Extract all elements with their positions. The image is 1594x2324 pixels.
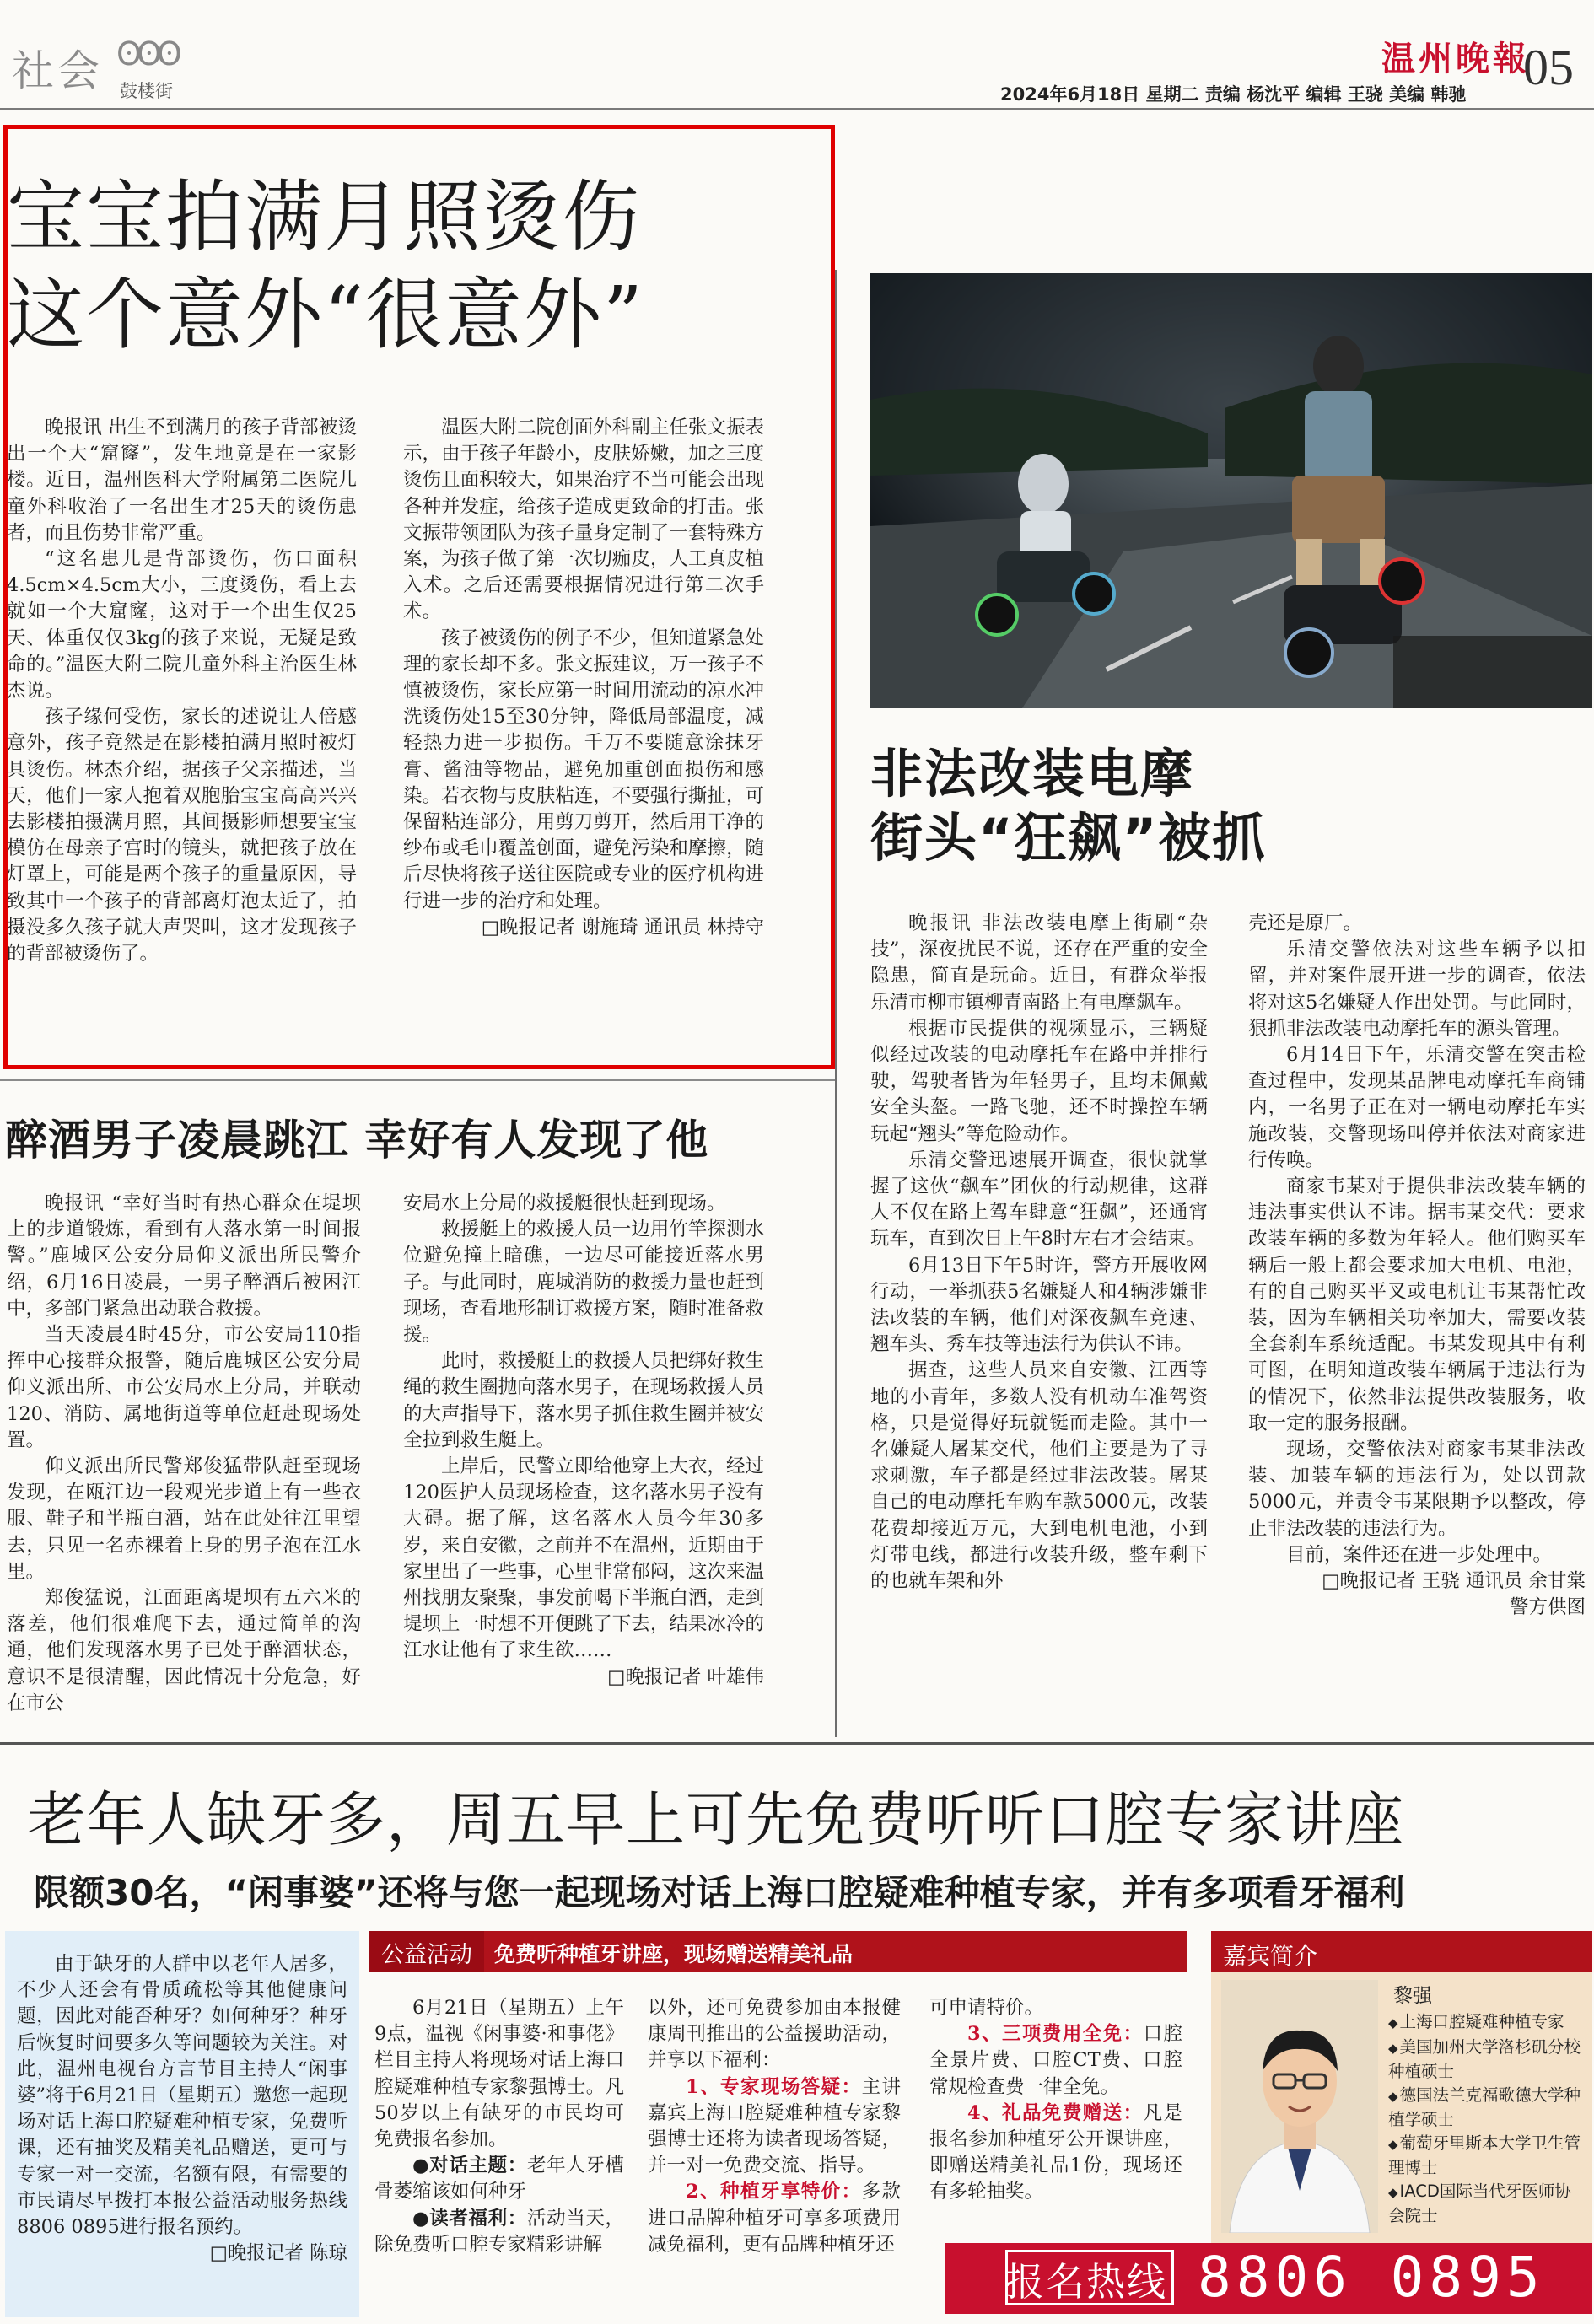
photo-credit: 警方供图 <box>1509 1596 1586 1619</box>
paragraph: 可申请特价。 <box>929 1997 1044 2019</box>
guest-title-item: ◆ 美国加州大学洛杉矶分校种植硕士 <box>1388 2036 1587 2084</box>
story1-column-1 <box>7 415 357 967</box>
story3-headline-line2: 街头“狂飙”被抓 <box>870 807 1267 869</box>
dateline: 2024年6月18日 星期二 责编 杨沈平 编辑 王骁 美编 韩驰 <box>1000 84 1467 105</box>
page-number: 05 <box>1523 40 1574 95</box>
page-header <box>0 0 1594 110</box>
benefit-item-label: 3、三项费用全免： <box>967 2023 1144 2046</box>
ad-intro-panel <box>5 1931 359 2317</box>
registration-hotline-banner[interactable] <box>945 2243 1592 2314</box>
benefit-item-text: 口腔全景片费、口腔CT费、口腔常规检查费一律全免。 <box>929 2023 1182 2098</box>
activity-column-3 <box>929 1995 1182 2206</box>
paragraph: 孩子缘何受伤，家长的述说让人倍感意外，孩子竟然是在影楼拍满月照时被灯具烫伤。林杰介绍，据孩子父亲描述，当天，他们一家人抱着双胞胎宝宝高高兴兴去影楼拍摄满月照，其间摄影师想要宝宝模仿在母亲子宫时的镜头，就把孩子放在灯罩上，可能是两个孩子的重量原因，导致其中一个孩子的背部离灯泡太近了，拍摄没多久孩子就大声哭叫，这才发现孩子的背部被烫伤了。 <box>7 706 357 966</box>
byline: □晚报记者 谢施琦 通讯员 林持守 <box>481 916 764 939</box>
paragraph: 壳还是原厂。 <box>1248 912 1363 934</box>
benefit-item <box>648 2179 901 2258</box>
night-street-illustration <box>870 273 1592 708</box>
column-divider <box>835 270 837 1737</box>
paragraph: 此时，救援艇上的救援人员把绑好救生绳的救生圈抛向落水男子，在现场救援人员的大声指导下，落水男子抓住救生圈并被安全拉到救生艇上。 <box>403 1350 764 1451</box>
paragraph: 据查，这些人员来自安徽、江西等地的小青年，多数人没有机动车准驾资格，只是觉得好玩就铤而走险。其中一名嫌疑人屠某交代，他们主要是为了寻求刺激，车子都是经过非法改装。屠某自己的电动摩托车购车款5000元，改装花费却接近万元，大到电机电池，小到灯带电线，都进行改装升级，整车剩下的也就车架和外 <box>870 1359 1208 1593</box>
paragraph: 6月14日下午，乐清交警在突击检查过程中，发现某品牌电动摩托车商铺内，一名男子正在对一辆电动摩托车实施改装，交警现场叫停并依法对商家进行传唤。 <box>1248 1044 1586 1171</box>
story3-headline[interactable] <box>870 742 1267 870</box>
header-divider <box>0 108 1594 110</box>
ad-subheadline: 限额30名，“闲事婆”还将与您一起现场对话上海口腔疑难种植专家，并有多项看牙福利 <box>34 1872 1405 1913</box>
paragraph: 6月13日下午5时许，警方开展收网行动，一举抓获5名嫌疑人和4辆涉嫌非法改装的车辆，他们对深夜飙车竞速、翘车头、秀车技等违法行为供认不讳。 <box>870 1254 1208 1356</box>
paragraph: 孩子被烫伤的例子不少，但知道紧急处理的家长却不多。张文振建议，万一孩子不慎被烫伤，家长应第一时间用流动的凉水冲洗烫伤处15至30分钟，降低局部温度，减轻热力进一步损伤。千万不要随意涂抹牙膏、酱油等物品，避免加重创面损伤和感染。若衣物与皮肤粘连，不要强行撕扯，可保留粘连部分，用剪刀剪开，然后用干净的纱布或毛巾覆盖创面，避免污染和摩擦，随后尽快将孩子送往医院或专业的医疗机构进行进一步的治疗和处理。 <box>403 627 764 912</box>
story2-headline[interactable]: 醉酒男子凌晨跳江 幸好有人发现了他 <box>5 1116 709 1165</box>
section-name: 社会 <box>12 46 103 95</box>
topic-text: 老年人牙槽骨萎缩该如何种牙 <box>374 2155 624 2203</box>
guest-name: 黎强 <box>1393 1985 1432 2007</box>
story3-headline-line1: 非法改装电摩 <box>870 743 1195 804</box>
story1-headline[interactable] <box>7 169 644 364</box>
benefit-item-label: 1、专家现场答疑： <box>686 2075 862 2098</box>
paragraph: “这名患儿是背部烫伤，伤口面积4.5cm×4.5cm大小，三度烫伤，看上去就如一个大窟窿，这对于一个出生仅25天、体重仅仅3kg的孩子来说，无疑是致命的。”温医大附二院儿童外科主治医生林杰说。 <box>7 548 357 702</box>
benefit-item-label: 2、种植牙享特价： <box>686 2181 862 2203</box>
byline: □晚报记者 王骁 通讯员 余甘棠 <box>1322 1570 1586 1593</box>
hotline-label: 报名热线 <box>1005 2259 1167 2305</box>
paragraph: 温医大附二院创面外科副主任张文振表示，由于孩子年龄小，皮肤娇嫩，加之三度烫伤且面积较大，如果治疗不当可能会出现各种并发症，给孩子造成更致命的打击。张文振带领团队为孩子量身定制了一套特殊方案，为孩子做了第一次切痂皮，人工真皮植入术。之后还需要根据情况进行第二次手术。 <box>403 417 764 623</box>
paragraph: 乐清交警依法对这些车辆予以扣留，并对案件展开进一步的调查，依法将对这5名嫌疑人作出处罚。与此同时，狠抓非法改装电动摩托车的源头管理。 <box>1248 939 1586 1040</box>
paragraph: 6月21日（星期五）上午9点，温视《闲事婆·和事佬》栏目主持人将现场对话上海口腔疑难种植专家黎强博士。凡50岁以上有缺牙的市民均可免费报名参加。 <box>374 1997 624 2151</box>
paragraph: 晚报讯 出生不到满月的孩子背部被烫出一个大“窟窿”，发生地竟是在一家影楼。近日，温州医科大学附属第二医院儿童外科收治了一名出生才25天的烫伤患者，而且伤势非常严重。 <box>7 417 357 544</box>
benefit-line <box>374 2206 624 2258</box>
news-photo-motorcycles[interactable] <box>870 273 1592 708</box>
paragraph: 上岸后，民警立即给他穿上大衣，经过120医护人员现场检查，这名落水男子没有大碍。据了解，这名落水人员今年30多岁，来自安徽，之前并不在温州，近期由于家里出了一些事，心里非常郁闷，这次来温州找朋友聚聚，事发前喝下半瓶白酒，走到堤坝上一时想不开便跳了下去，结果冰冷的江水让他有了求生欲…… <box>403 1455 764 1662</box>
story1-column-2 <box>403 415 764 941</box>
topic-line <box>374 2153 624 2205</box>
paragraph: 现场，交警依法对商家韦某非法改装、加装车辆的违法行为，处以罚款5000元，并责令韦某限期予以整改，停止非法改装的违法行为。 <box>1248 1439 1586 1540</box>
benefit-item-text: 主讲嘉宾上海口腔疑难种植专家黎强博士还将为读者现场答疑，并一对一免费交流、指导。 <box>648 2075 901 2177</box>
paragraph: 根据市民提供的视频显示，三辆疑似经过改装的电动摩托车在路中并排行驶，驾驶者皆为年轻男子，且均未佩戴安全头盔。一路飞驰，还不时操控车辆玩起“翘头”等危险动作。 <box>870 1017 1208 1145</box>
guest-title-item: ◆ 上海口腔疑难种植专家 <box>1388 2010 1587 2036</box>
guest-profile-body <box>1211 1972 1592 2243</box>
activity-column-2 <box>648 1995 901 2258</box>
activity-tag-bar <box>369 1931 1187 1972</box>
story1-headline-line2: 这个意外“很意外” <box>7 270 645 360</box>
paragraph: 仰义派出所民警郑俊猛带队赶至现场发现，在瓯江边一段观光步道上有一些衣服、鞋子和半瓶白酒，站在此处往江里望去，只见一名赤裸着上身的男子泡在江水里。 <box>7 1455 361 1583</box>
topic-label: ●对话主题： <box>412 2155 527 2177</box>
paragraph: 当天凌晨4时45分，市公安局110指挥中心接群众报警，随后鹿城区公安分局仰义派出所、市公安局水上分局，并联动120、消防、属地街道等单位赶赴现场处置。 <box>7 1324 361 1451</box>
paragraph: 目前，案件还在进一步处理中。 <box>1286 1543 1553 1566</box>
guest-title-item: ◆ 德国法兰克福歌德大学种植学硕士 <box>1388 2084 1587 2132</box>
benefit-text: 活动当天，除免费听口腔专家精彩讲解 <box>374 2207 624 2256</box>
activity-tag-description: 免费听种植牙讲座，现场赠送精美礼品 <box>494 1942 854 1966</box>
guest-tag-bar <box>1211 1931 1592 1972</box>
story1-headline-line1: 宝宝拍满月照烫伤 <box>7 172 642 262</box>
guest-portrait-icon <box>1221 1980 1378 2233</box>
paragraph: 商家韦某对于提供非法改装车辆的违法事实供认不讳。据韦某交代：要求改装车辆的多数为年轻人。他们购买车辆后一般上都会要求加大电机、电池，有的自己购买平叉或电机让韦某帮忙改装，因为车辆相关功率加大，需要改装全套刹车系统适配。韦某发现其中有利可图，在明知道改装车辆属于违法行为的情况下，依然非法提供改装服务，收取一定的服务报酬。 <box>1248 1175 1586 1434</box>
story2-column-1 <box>7 1191 361 1717</box>
paragraph: 乐清交警迅速展开调查，很快就掌握了这伙“飙车”团伙的行动规律，这群人不仅在路上驾车肆意“狂飙”，还通宵玩车，直到次日上午8时左右才会结束。 <box>870 1149 1208 1251</box>
paragraph: 晚报讯 非法改装电摩上街刷“杂技”，深夜扰民不说，还存在严重的安全隐患，简直是玩命。近日，有群众举报乐清市柳市镇柳青南路上有电摩飙车。 <box>870 912 1208 1014</box>
byline: □晚报记者 叶雄伟 <box>607 1665 764 1688</box>
section-decoration: ʘʘʘ <box>116 35 177 73</box>
ad-intro-text <box>17 1951 347 2267</box>
paragraph: 晚报讯 “幸好当时有热心群众在堤坝上的步道锻炼，看到有人落水第一时间报警。”鹿城区公安分局仰义派出所民警介绍，6月16日凌晨，一男子醉酒后被困江中，多部门紧急出动联合救援。 <box>7 1192 361 1320</box>
activity-column-1 <box>374 1995 624 2258</box>
story2-column-2 <box>403 1191 764 1691</box>
benefit-item <box>648 2074 901 2180</box>
benefit-label: ●读者福利： <box>412 2207 527 2230</box>
paragraph: 安局水上分局的救援艇很快赶到现场。 <box>403 1192 726 1214</box>
story3-column-2 <box>1248 911 1586 1621</box>
benefit-item-text: 多款进口品牌种植牙可享多项费用减免福利，更有品牌种植牙还 <box>648 2181 901 2256</box>
guest-title-item: ◆ 葡萄牙里斯本大学卫生管理博士 <box>1388 2132 1587 2180</box>
guest-title-item: ◆ IACD国际当代牙医师协会院士 <box>1388 2180 1587 2228</box>
ad-divider <box>0 1742 1594 1745</box>
story3-column-1 <box>870 911 1208 1595</box>
benefit-item-label: 4、礼品免费赠送： <box>967 2101 1144 2124</box>
benefit-item <box>929 2101 1182 2206</box>
guest-tag: 嘉宾简介 <box>1223 1942 1318 1970</box>
benefit-item-text: 凡是报名参加种植牙公开课讲座，即赠送精美礼品1份，现场还有多轮抽奖。 <box>929 2101 1182 2203</box>
paragraph: 郑俊猛说，江面距离堤坝有五六米的落差，他们很难爬下去，通过简单的沟通，他们发现落水男子已处于醉酒状态，意识不是很清醒，因此情况十分危急，好在市公 <box>7 1587 361 1714</box>
paragraph: 由于缺牙的人群中以老年人居多，不少人还会有骨质疏松等其他健康问题，因此对能否种牙？如何种牙？种牙后恢复时间要多久等问题较为关注。对此，温州电视台方言节目主持人“闲事婆”将于6月21日（星期五）邀您一起现场对话上海口腔疑难种植专家，免费听课，还有抽奖及精美礼品赠送，更可与专家一对一交流，名额有限，有需要的市民请尽早拨打本报公益活动服务热线8806 0895进行报名预约。 <box>17 1953 347 2239</box>
column-name: 鼓楼街 <box>120 81 173 101</box>
section-divider <box>0 1079 835 1081</box>
ad-activity-panel <box>369 1931 1187 2285</box>
newspaper-logo: 温州晚報 <box>1381 39 1530 78</box>
paragraph: 以外，还可免费参加由本报健康周刊推出的公益援助活动，并享以下福利： <box>648 1997 901 2072</box>
benefit-item <box>929 2021 1182 2101</box>
guest-profile-panel <box>1211 1931 1592 2285</box>
guest-titles <box>1388 2010 1587 2228</box>
paragraph: 救援艇上的救援人员一边用竹竿探测水位避免撞上暗礁，一边尽可能接近落水男子。与此同时，鹿城消防的救援力量也赶到现场，查看地形制订救援方案，随时准备救援。 <box>403 1218 764 1347</box>
ad-headline[interactable]: 老年人缺牙多，周五早上可先免费听听口腔专家讲座 <box>27 1785 1404 1854</box>
activity-tag: 公益活动 <box>369 1931 484 1972</box>
byline: □晚报记者 陈琼 <box>209 2242 347 2265</box>
hotline-number[interactable]: 8806 0895 <box>1198 2245 1545 2310</box>
